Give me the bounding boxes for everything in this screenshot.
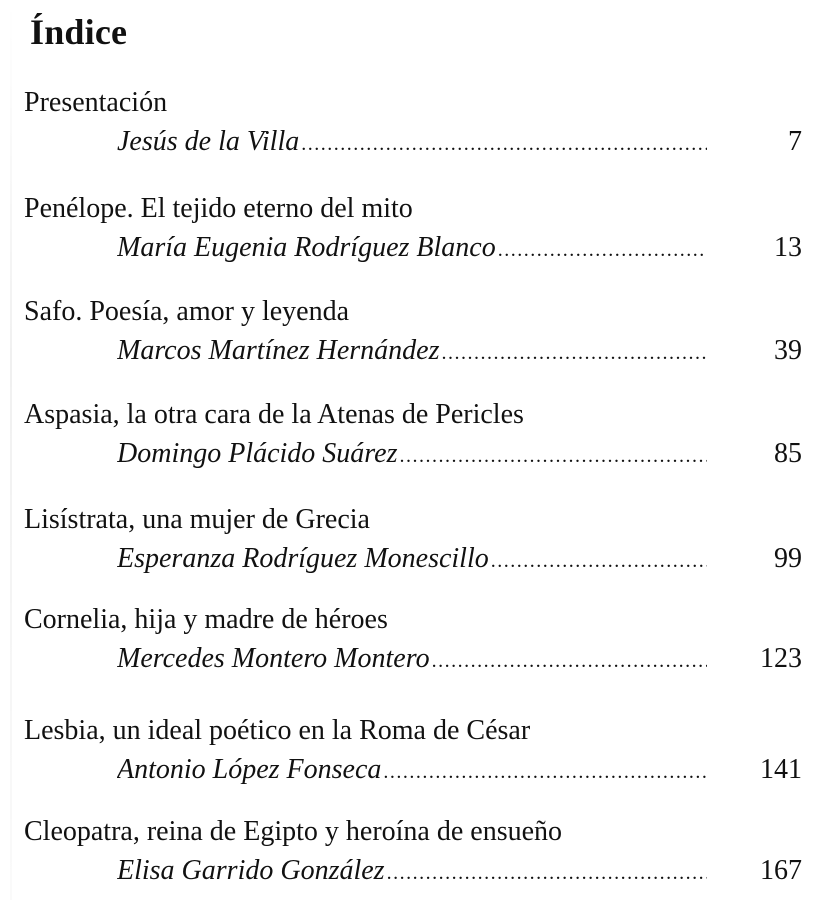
toc-entry (0, 398, 825, 488)
toc-entry-title: Cleopatra, reina de Egipto y heroína de ensueño (24, 816, 563, 847)
toc-entry-page-number: 99 (774, 543, 802, 574)
toc-entry-page-number: 13 (774, 232, 802, 263)
toc-entry-page-number: 141 (760, 754, 802, 785)
dot-leader (387, 856, 707, 888)
toc-entry-title: Safo. Poesía, amor y leyenda (24, 296, 350, 327)
page-title: Índice (30, 12, 128, 52)
toc-entry-author: Marcos Martínez Hernández (117, 335, 440, 366)
dot-leader (383, 755, 707, 787)
toc-entry-page-number: 167 (760, 855, 802, 886)
toc-entry (0, 714, 825, 804)
dot-leader (441, 336, 707, 368)
toc-entry-author: Domingo Plácido Suárez (117, 438, 398, 469)
dot-leader (498, 233, 707, 265)
toc-entry (0, 815, 825, 905)
toc-author-line (117, 542, 707, 576)
toc-author-line (117, 854, 707, 888)
toc-entry-title: Penélope. El tejido eterno del mito (24, 193, 413, 224)
toc-entry-page-number: 39 (774, 335, 802, 366)
toc-entry-title: Lesbia, un ideal poético en la Roma de César (24, 715, 531, 746)
toc-author-line (117, 334, 707, 368)
toc-author-line (117, 125, 707, 159)
toc-entry-author: Mercedes Montero Montero (117, 643, 430, 674)
toc-entry (0, 192, 825, 282)
toc-entry-author: Elisa Garrido González (117, 855, 385, 886)
toc-author-line (117, 437, 707, 471)
toc-entry-author: Esperanza Rodríguez Monescillo (117, 543, 489, 574)
toc-entry-author: María Eugenia Rodríguez Blanco (117, 232, 496, 263)
dot-leader (491, 544, 707, 576)
toc-entry (0, 603, 825, 693)
toc-author-line (117, 231, 707, 265)
toc-entry-title: Lisístrata, una mujer de Grecia (24, 504, 370, 535)
toc-author-line (117, 753, 707, 787)
dot-leader (400, 439, 708, 471)
toc-entry-author: Jesús de la Villa (117, 126, 300, 157)
toc-entry (0, 503, 825, 593)
toc-entry-title: Cornelia, hija y madre de héroes (24, 604, 388, 635)
dot-leader (301, 127, 707, 159)
toc-entry-title: Aspasia, la otra cara de la Atenas de Pericles (24, 399, 524, 430)
toc-entry-page-number: 7 (788, 126, 802, 157)
toc-entry-author: Antonio López Fonseca (117, 754, 382, 785)
toc-entry-page-number: 123 (760, 643, 802, 674)
dot-leader (432, 644, 707, 676)
toc-entry-title: Presentación (24, 87, 168, 118)
toc-author-line (117, 642, 707, 676)
toc-entry-page-number: 85 (774, 438, 802, 469)
toc-entry (0, 86, 825, 176)
toc-entry (0, 295, 825, 385)
